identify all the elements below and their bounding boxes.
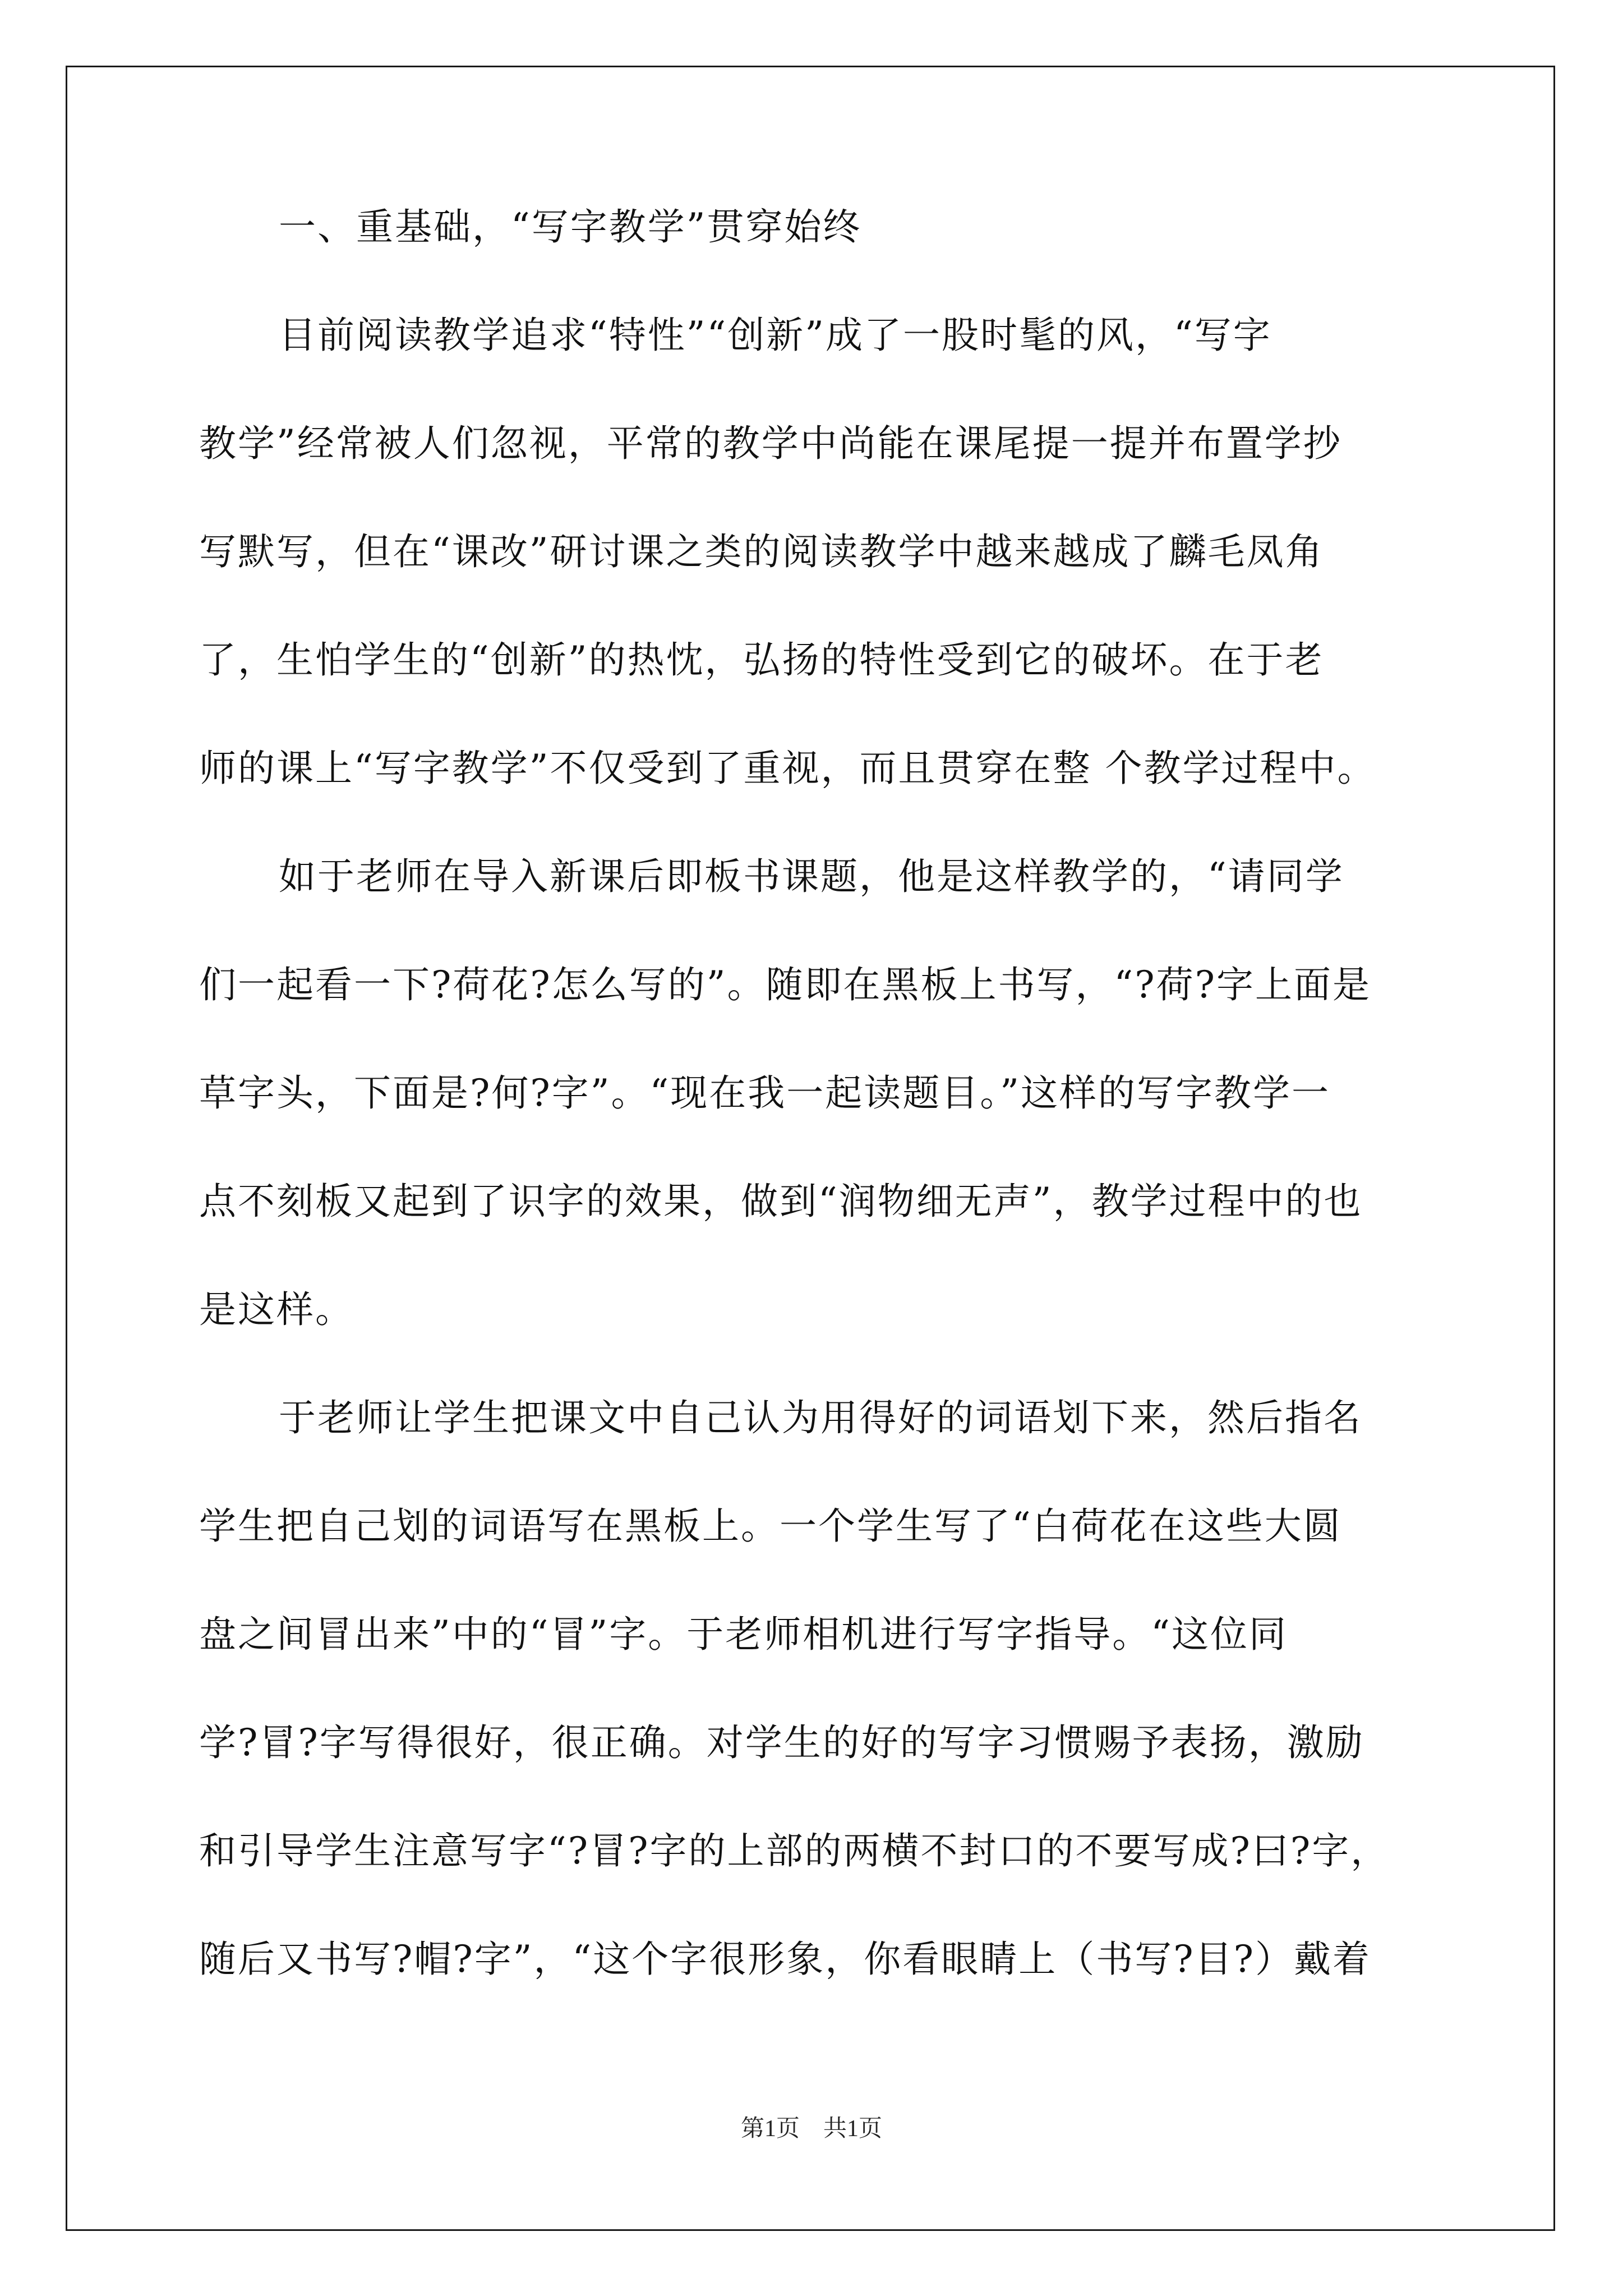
section-heading: 一、重基础，“写字教学”贯穿始终: [279, 208, 862, 247]
paragraph-2-line-2: 们一起看一下?荷花?怎么写的”。随即在黑板上书写，“?荷?字上面是: [199, 965, 1372, 1005]
paragraph-3-line-4: 学?冒?字写得很好，很正确。对学生的好的写字习惯赐予表扬，激励: [199, 1723, 1364, 1763]
paragraph-3-line-5: 和引导学生注意写字“?冒?字的上部的两横不封口的不要写成?曰?字，: [199, 1832, 1390, 1871]
paragraph-1-line-3: 写默写，但在“课改”研讨课之类的阅读教学中越来越成了麟毛凤角: [199, 532, 1324, 572]
paragraph-1-line-2: 教学”经常被人们忽视，平常的教学中尚能在课尾提一提并布置学抄: [199, 424, 1342, 463]
paragraph-1-line-1: 目前阅读教学追求“特性”“创新”成了一股时髦的风，“写字: [279, 316, 1272, 355]
paragraph-2-line-1: 如于老师在导入新课后即板书课题，他是这样教学的，“请同学: [279, 857, 1344, 896]
paragraph-2-line-5: 是这样。: [199, 1290, 354, 1329]
paragraph-2-line-3: 草字头，下面是?何?字”。“现在我一起读题目。”这样的写字教学一: [199, 1074, 1330, 1113]
page-number-footer: 第1页 共1页: [740, 2116, 882, 2142]
paragraph-3-line-3: 盘之间冒出来”中的“冒”字。于老师相机进行写字指导。“这位同: [199, 1615, 1288, 1654]
paragraph-3-line-6: 随后又书写?帽?字”，“这个字很形象，你看眼睛上（书写?目?）戴着: [199, 1940, 1372, 1979]
paragraph-1-line-5: 师的课上“写字教学”不仅受到了重视，而且贯穿在整 个教学过程中。: [199, 749, 1376, 788]
paragraph-3-line-1: 于老师让学生把课文中自己认为用得好的词语划下来，然后指名: [279, 1398, 1362, 1438]
paragraph-2-line-4: 点不刻板又起到了识字的效果，做到“润物细无声”，教学过程中的也: [199, 1182, 1363, 1221]
document-body: [199, 208, 1427, 1979]
paragraph-1-line-4: 了，生怕学生的“创新”的热忱，弘扬的特性受到它的破坏。在于老: [199, 641, 1324, 680]
paragraph-3-line-2: 学生把自己划的词语写在黑板上。一个学生写了“白荷花在这些大圆: [199, 1507, 1342, 1546]
